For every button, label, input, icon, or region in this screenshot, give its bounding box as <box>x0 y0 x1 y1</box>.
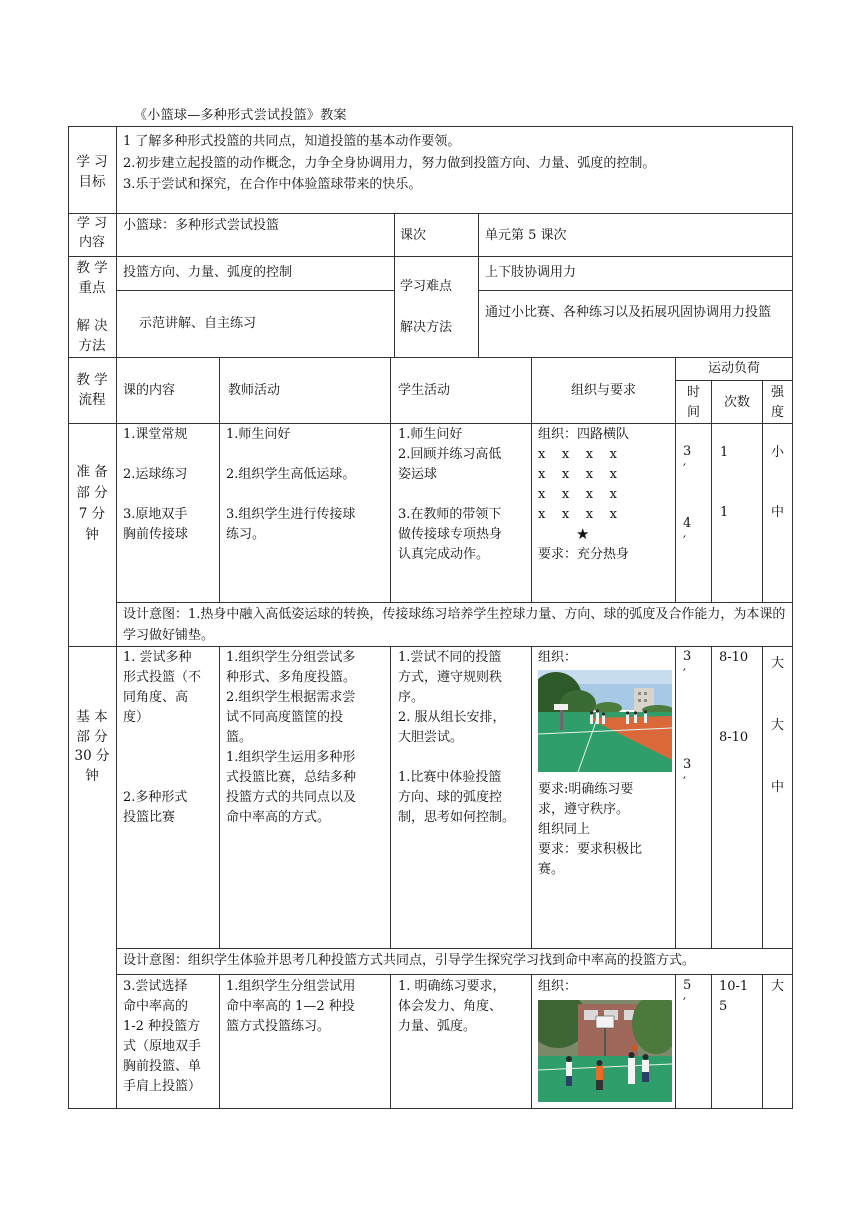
basic-count-1: 8-10 8-10 <box>719 650 749 745</box>
basic-count-2: 10-1 5 <box>719 979 749 1014</box>
basic-content-2: 3.尝试选择 命中率高的 1-2 种投篮方 式（原地双手 胸前投篮、单 手肩上投篮） <box>123 979 202 1094</box>
formation-row: x x x x <box>538 487 617 502</box>
prep-count: 1 1 <box>720 445 729 520</box>
goal-3: 3.乐于尝试和探究，在合作中体验篮球带来的快乐。 <box>123 177 422 192</box>
basic-time-1: 3 ′ 3 ′ <box>683 649 692 790</box>
load-header: 运动负荷 <box>707 361 760 376</box>
key-point-value: 投篮方向、力量、弧度的控制 <box>123 265 293 280</box>
method-value: 示范讲解、自主练习 <box>139 316 257 331</box>
formation-row: x x x x <box>538 447 617 462</box>
prep-content: 1.课堂常规 2.运球练习 3.原地双手 胸前传接球 <box>123 427 189 542</box>
time-header: 时 间 <box>686 385 700 420</box>
basic-org-1-requirement: 要求:明确练习要 求，遵守秩序。 组织同上 要求：要求积极比 赛。 <box>538 782 643 877</box>
goal-2: 2.初步建立起投篮的动作概念，力争全身协调用力，努力做到投篮方向、力量、弧度的控制。 <box>123 156 656 171</box>
key-point-label: 教 学 重点 <box>76 260 108 296</box>
basic-student-2: 1. 明确练习要求， 体会发力、角度、 力量、弧度。 <box>398 979 506 1034</box>
basic-student-1: 1.尝试不同的投篮 方式，遵守规则秩 序。 2. 服从组长安排， 大胆尝试。 1.比赛中体验投篮 方向、球的弧度控 制，思考如何控制。 <box>398 650 516 825</box>
lesson-value: 单元第 5 课次 <box>485 228 567 243</box>
basic-intensity-2: 大 <box>771 979 785 994</box>
flow-header: 教 学 流程 <box>76 372 108 408</box>
method-label: 解 决 方法 <box>76 318 108 354</box>
intensity-header: 强 度 <box>770 385 784 420</box>
teacher-star-icon: ★ <box>576 525 590 543</box>
basic-content-1: 1. 尝试多种 形式投篮（不 同角度、高 度） 2.多种形式 投篮比赛 <box>123 650 202 825</box>
basic-teacher-2: 1.组织学生分组尝试用 命中率高的 1—2 种投 篮方式投篮练习。 <box>226 979 356 1034</box>
formation-row: x x x x <box>538 467 617 482</box>
prep-org-title: 组织：四路横队 <box>538 427 630 442</box>
prep-student: 1.师生问好 2.回顾并练习高低 姿运球 3.在教师的带领下 做传接球专项热身 认真完成动作。 <box>398 427 503 562</box>
difficulty-value: 上下肢协调用力 <box>485 265 577 280</box>
goals-label: 学 习 目标 <box>76 154 108 190</box>
teacher-header: 教师活动 <box>228 383 281 398</box>
count-header: 次数 <box>723 395 750 410</box>
prep-design-intent: 设计意图：1.热身中融入高低姿运球的转换，传接球练习培养学生控球力量、方向、球的弧度及合作能力，为本课的学习做好铺垫。 <box>123 607 786 643</box>
prep-intensity: 小 中 <box>771 445 785 520</box>
court-practice-photo <box>538 670 672 772</box>
basic-intensity-1: 大 大 中 <box>771 656 785 795</box>
org-header: 组织与要求 <box>570 383 636 398</box>
solve-label: 解决方法 <box>400 320 453 335</box>
basic-org-1-title: 组织： <box>538 650 578 665</box>
prep-label: 准 备 部 分 7 分 钟 <box>76 464 108 543</box>
content-value: 小篮球：多种形式尝试投篮 <box>123 218 280 233</box>
basic-design-intent: 设计意图：组织学生体验并思考几种投篮方式共同点，引导学生探究学习找到命中率高的投篮方式。 <box>123 953 696 968</box>
basic-teacher-1: 1.组织学生分组尝试多 种形式、多角度投篮。 2.组织学生根据需求尝 试不同高度篮筐的投 篮。 1.组织学生运用多种形 式投篮比赛，总结多种 投篮方式的共同点以及 命中率高的方式。 <box>226 650 357 825</box>
basic-time-2: 5 ′ <box>683 978 692 1011</box>
goal-1: 1 了解多种形式投篮的共同点，知道投篮的基本动作要领。 <box>123 134 461 149</box>
solve-value: 通过小比赛、各种练习以及拓展巩固协调用力投篮 <box>485 305 772 320</box>
prep-time: 3 ′ 4 ′ <box>683 444 692 549</box>
prep-org-requirement: 要求：充分热身 <box>538 547 630 562</box>
document-title: 《小篮球—多种形式尝试投篮》教案 <box>134 108 347 123</box>
shooting-practice-photo <box>538 1000 672 1102</box>
content-label: 学 习 内容 <box>76 216 108 250</box>
formation-row: x x x x <box>538 507 617 522</box>
student-header: 学生活动 <box>398 383 451 398</box>
prep-teacher: 1.师生问好 2.组织学生高低运球。 3.组织学生进行传接球 练习。 <box>226 427 356 542</box>
difficulty-label: 学习难点 <box>400 279 453 294</box>
basic-org-2-title: 组织： <box>538 979 578 994</box>
lesson-label: 课次 <box>400 228 427 243</box>
content-header: 课的内容 <box>123 383 176 398</box>
basic-label: 基 本 部 分 30 分 钟 <box>74 709 110 784</box>
